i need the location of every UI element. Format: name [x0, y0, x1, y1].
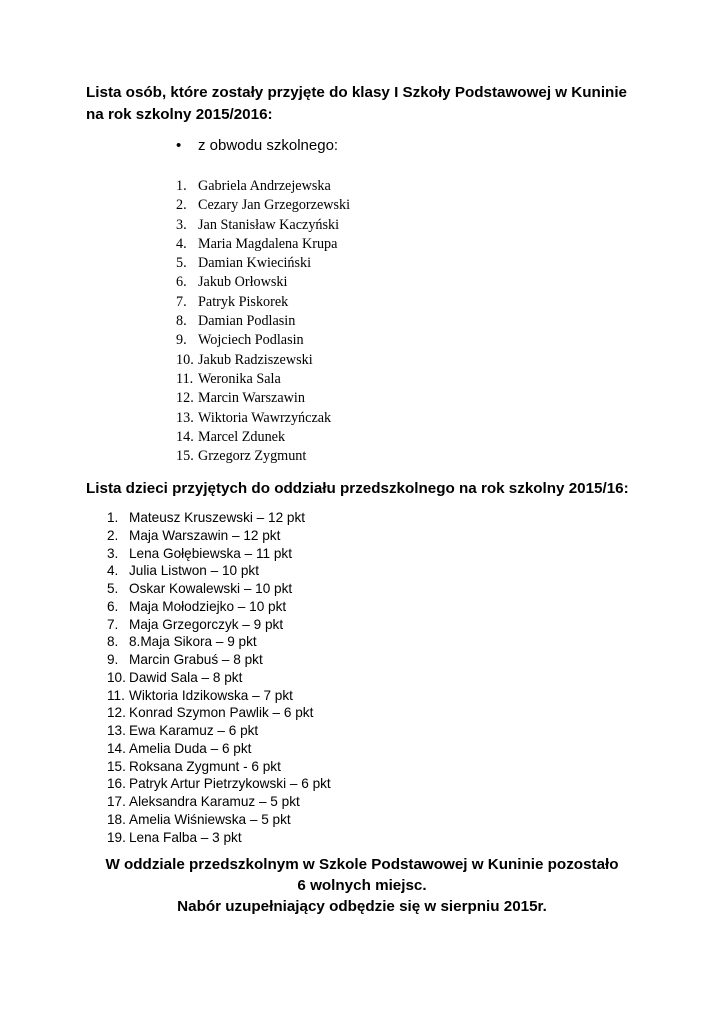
list-item-text: Damian Podlasin [198, 313, 296, 330]
list-item [107, 509, 331, 527]
footer-notice [0, 854, 724, 917]
bullet-icon: • [176, 137, 182, 154]
list-item [176, 177, 350, 196]
list-item [176, 409, 350, 428]
list-item-number: 12. [176, 390, 194, 407]
list-item [176, 216, 350, 235]
list-item-number: 3. [176, 216, 187, 233]
list-item-text: Ewa Karamuz – 6 pkt [129, 723, 259, 738]
list-item-text: Damian Kwieciński [198, 255, 312, 272]
footer-line-2: 6 wolnych miejsc. [297, 877, 427, 894]
district-bullet [176, 136, 338, 156]
district-bullet-label: z obwodu szkolnego: [198, 137, 339, 154]
list-item-number: 15. [176, 448, 194, 465]
list-item-number: 8. [107, 634, 119, 650]
list-item-number: 6. [176, 274, 187, 291]
list-item-number: 7. [107, 616, 119, 632]
list-item-text: 8.Maja Sikora – 9 pkt [129, 634, 257, 650]
list-item-text: Grzegorz Zygmunt [198, 448, 307, 465]
list-item [176, 254, 350, 273]
list-item [176, 331, 350, 350]
list-item-number: 10. [176, 351, 194, 368]
list-item [107, 740, 331, 758]
list-item-number: 9. [176, 332, 187, 349]
list-item-text: Jakub Orłowski [198, 274, 288, 291]
list-item-text: Patryk Artur Pietrzykowski – 6 pkt [129, 776, 331, 792]
list-item-text: Maja Mołodziejko – 10 pkt [129, 598, 287, 614]
list-item-text: Lena Falba – 3 pkt [129, 829, 242, 845]
list-item-number: 6. [107, 598, 119, 614]
list-item-number: 11. [176, 370, 194, 387]
list-item-text: Amelia Wiśniewska – 5 pkt [129, 811, 291, 827]
list-item-number: 13. [107, 723, 126, 738]
list-item [107, 811, 331, 829]
list-item-number: 4. [176, 235, 187, 252]
list-item-number: 13. [176, 409, 194, 426]
list-item-number: 16. [107, 776, 126, 792]
list-item [107, 758, 331, 776]
list-item [176, 389, 350, 408]
list-item-number: 19. [107, 829, 126, 845]
list-item [176, 196, 350, 215]
list-item [107, 829, 331, 847]
list-item [107, 580, 331, 598]
list-item-number: 5. [107, 581, 119, 596]
list-item [107, 616, 331, 634]
list-item [176, 351, 350, 370]
list-item-number: 8. [176, 313, 187, 330]
list-item [176, 273, 350, 292]
list-item-text: Mateusz Kruszewski – 12 pkt [129, 510, 306, 525]
list-item [176, 370, 350, 389]
list-item-text: Gabriela Andrzejewska [198, 178, 331, 194]
class-one-student-list [176, 177, 350, 466]
list-item-number: 18. [107, 811, 126, 827]
list-item [107, 775, 331, 793]
list-item-number: 11. [107, 687, 125, 703]
list-item [107, 722, 331, 740]
list-item-number: 10. [107, 669, 126, 685]
list-item-text: Jan Stanisław Kaczyński [198, 216, 340, 233]
list-item-text: Maja Warszawin – 12 pkt [129, 527, 281, 543]
list-item-text: Oskar Kowalewski – 10 pkt [129, 581, 293, 596]
footer-line-3: Nabór uzupełniający odbędzie się w sierpniu 2015r. [177, 898, 547, 915]
list-item-text: Aleksandra Karamuz – 5 pkt [129, 794, 300, 809]
list-item [107, 527, 331, 545]
list-item [107, 562, 331, 580]
list-item-text: Weronika Sala [198, 370, 281, 387]
class-one-list-heading: Lista osób, które zostały przyjęte do klasy I Szkoły Podstawowej w Kuninie na rok szkolny 2015/2016: [86, 84, 627, 123]
list-item-text: Jakub Radziszewski [198, 351, 313, 368]
list-item-text: Marcin Warszawin [198, 390, 305, 407]
list-item-number: 17. [107, 794, 126, 809]
list-item [176, 447, 350, 466]
footer-line-1: W oddziale przedszkolnym w Szkole Podstawowej w Kuninie pozostało [105, 856, 619, 873]
list-item-text: Lena Gołębiewska – 11 pkt [129, 545, 292, 561]
list-item-number: 12. [107, 705, 126, 721]
list-item-text: Wojciech Podlasin [198, 332, 304, 349]
list-item-text: Marcin Grabuś – 8 pkt [129, 652, 263, 667]
list-item-number: 2. [107, 527, 119, 543]
list-item-text: Maria Magdalena Krupa [198, 235, 338, 252]
list-item-text: Amelia Duda – 6 pkt [129, 740, 252, 756]
preschool-list-heading: Lista dzieci przyjętych do oddziału przedszkolnego na rok szkolny 2015/16: [86, 480, 629, 497]
list-item-text: Marcel Zdunek [198, 428, 286, 445]
list-item-number: 2. [176, 197, 187, 214]
list-item-number: 9. [107, 652, 119, 667]
list-item-text: Dawid Sala – 8 pkt [129, 669, 243, 685]
preschool-children-list [107, 509, 331, 846]
list-item [107, 633, 331, 651]
list-item [176, 293, 350, 312]
list-item [176, 312, 350, 331]
list-item [107, 704, 331, 722]
list-item-text: Cezary Jan Grzegorzewski [198, 197, 351, 214]
list-item [107, 651, 331, 669]
list-item-number: 3. [107, 545, 119, 561]
list-item-number: 5. [176, 255, 187, 272]
list-item-number: 4. [107, 563, 119, 579]
list-item-text: Julia Listwon – 10 pkt [129, 563, 259, 579]
list-item-text: Wiktoria Idzikowska – 7 pkt [129, 687, 293, 703]
list-item [107, 669, 331, 687]
list-item [107, 793, 331, 811]
list-item [107, 687, 331, 705]
list-item-number: 14. [176, 428, 194, 445]
list-item [176, 428, 350, 447]
list-item-number: 7. [176, 293, 187, 310]
list-item-text: Maja Grzegorczyk – 9 pkt [129, 616, 284, 632]
list-item-text: Roksana Zygmunt - 6 pkt [129, 758, 281, 774]
list-item [107, 598, 331, 616]
list-item [107, 545, 331, 563]
list-item-number: 14. [107, 740, 126, 756]
list-item-number: 1. [176, 178, 187, 194]
list-item [176, 235, 350, 254]
list-item-number: 15. [107, 758, 126, 774]
list-item-text: Konrad Szymon Pawlik – 6 pkt [129, 705, 314, 721]
list-item-text: Patryk Piskorek [198, 293, 289, 310]
list-item-number: 1. [107, 510, 119, 525]
list-item-text: Wiktoria Wawrzyńczak [198, 409, 332, 426]
